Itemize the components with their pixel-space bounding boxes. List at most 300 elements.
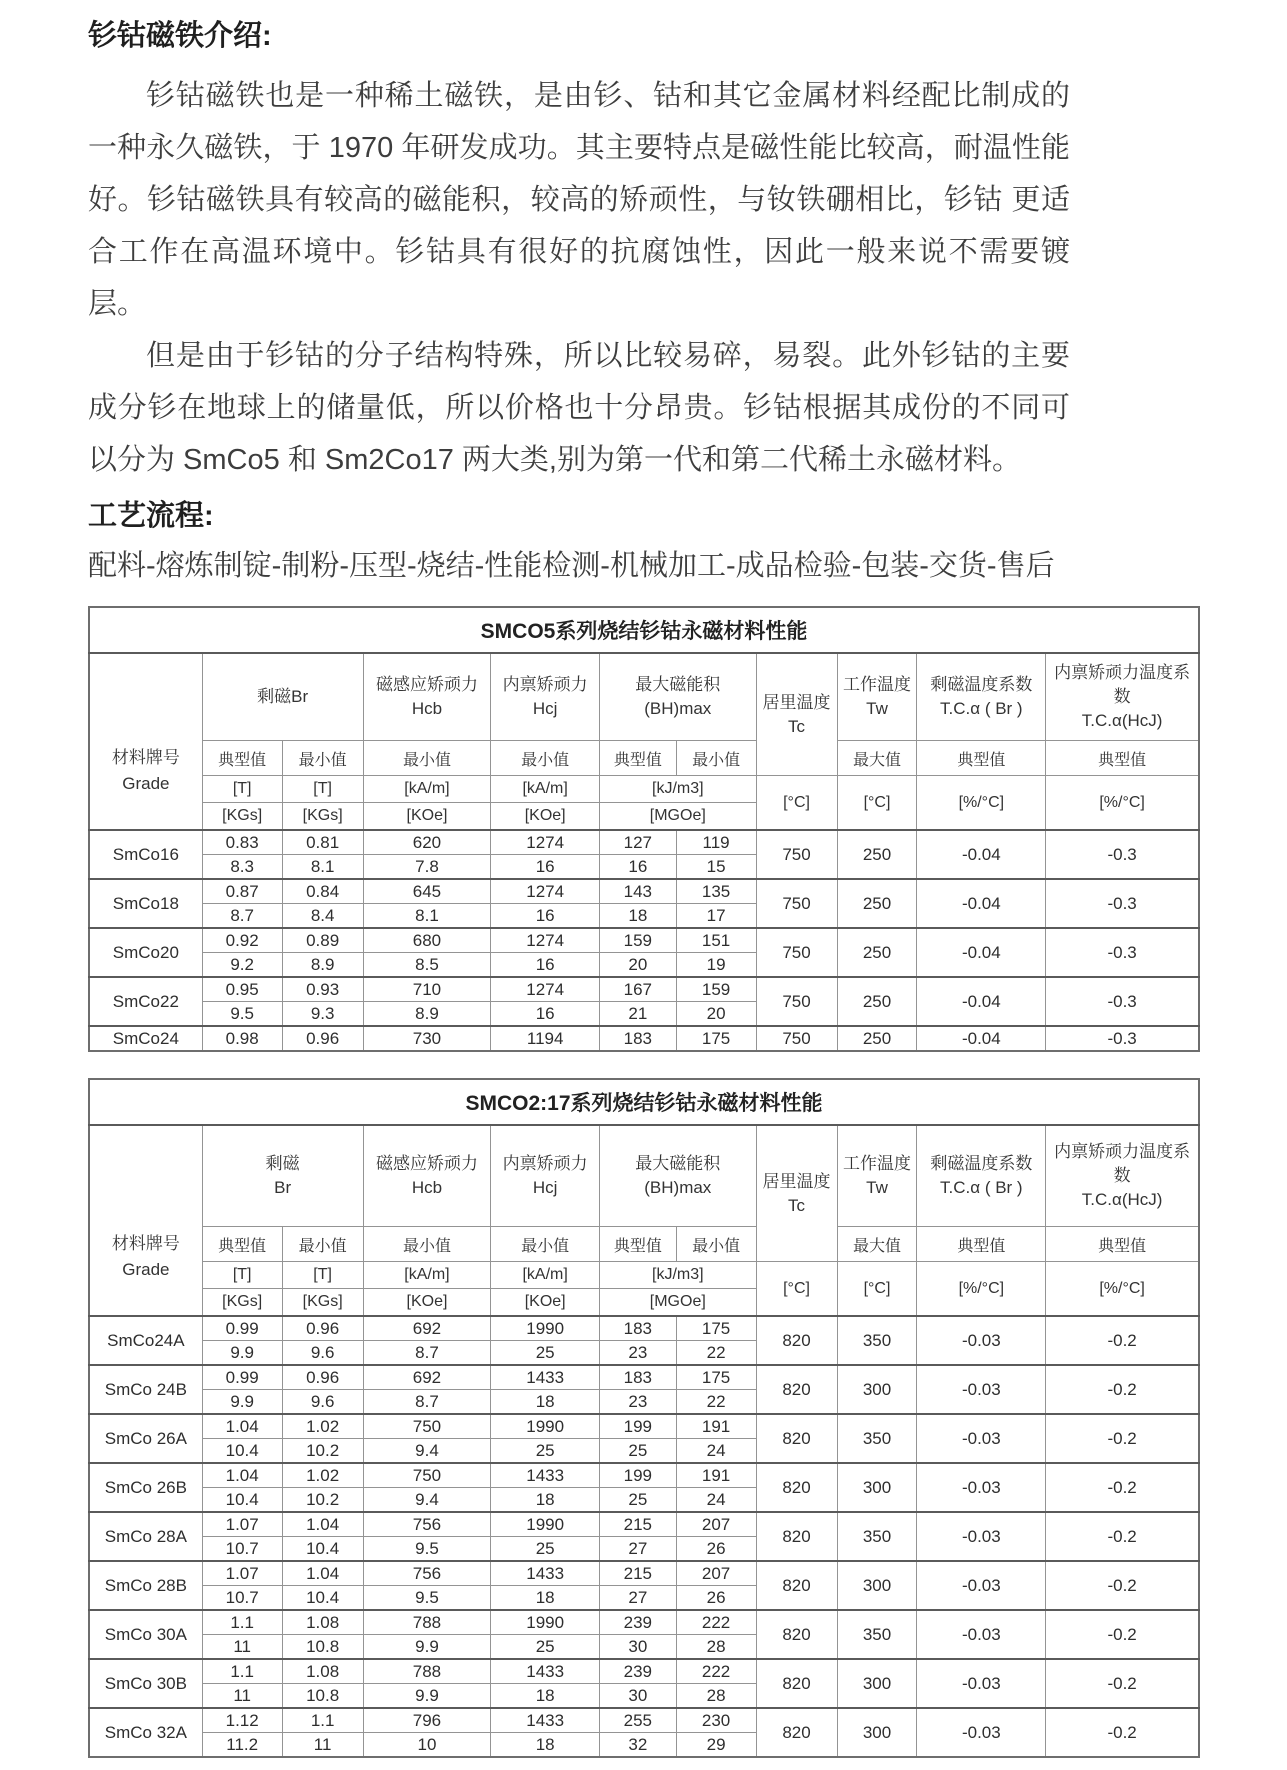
intro-paragraph-1: 钐钴磁铁也是一种稀土磁铁，是由钐、钴和其它金属材料经配比制成的一种永久磁铁，于 1970 年研发成功。其主要特点是磁性能比较高，耐温性能好。钐钴磁铁具有较高的磁能积，较高的矫顽性，与钕铁硼相比，钐钴 更适合工作在高温环境中。钐钴具有很好的抗腐蚀性，因此一般来说不需要镀层。 bbox=[88, 80, 1070, 320]
data-value-cell: -0.3 bbox=[1046, 928, 1199, 977]
data-value-cell: 135 bbox=[676, 879, 756, 904]
data-value-cell: 20 bbox=[600, 953, 677, 978]
data-value-cell: 680 bbox=[363, 928, 491, 953]
data-value-cell: 159 bbox=[676, 977, 756, 1002]
data-value-cell: 25 bbox=[491, 1341, 600, 1366]
data-value-cell: 9.6 bbox=[282, 1341, 363, 1366]
data-value-cell: 10.7 bbox=[202, 1537, 282, 1562]
data-value-cell: 250 bbox=[837, 879, 917, 928]
data-value-cell: 8.5 bbox=[363, 953, 491, 978]
grade-cell: SmCo24 bbox=[89, 1026, 202, 1051]
data-value-cell: 28 bbox=[676, 1635, 756, 1660]
data-value-cell: 10.8 bbox=[282, 1684, 363, 1709]
data-value-cell: -0.2 bbox=[1046, 1512, 1199, 1561]
data-value-cell: 692 bbox=[363, 1365, 491, 1390]
data-value-cell: 207 bbox=[676, 1561, 756, 1586]
data-value-cell: 820 bbox=[756, 1316, 837, 1365]
data-value-cell: 191 bbox=[676, 1414, 756, 1439]
data-value-cell: 300 bbox=[837, 1463, 917, 1512]
data-value-cell: 1274 bbox=[491, 830, 600, 855]
grade-cell: SmCo 26B bbox=[89, 1463, 202, 1512]
data-value-cell: 9.9 bbox=[202, 1341, 282, 1366]
data-value-cell: 788 bbox=[363, 1610, 491, 1635]
data-value-cell: 11.2 bbox=[202, 1733, 282, 1758]
data-value-cell: 0.96 bbox=[282, 1316, 363, 1341]
data-value-cell: 796 bbox=[363, 1708, 491, 1733]
data-value-cell: -0.03 bbox=[917, 1708, 1046, 1757]
data-value-cell: -0.03 bbox=[917, 1316, 1046, 1365]
data-value-cell: 350 bbox=[837, 1610, 917, 1659]
data-value-cell: -0.03 bbox=[917, 1414, 1046, 1463]
data-value-cell: 18 bbox=[491, 1488, 600, 1513]
data-value-cell: 30 bbox=[600, 1635, 677, 1660]
data-value-cell: 645 bbox=[363, 879, 491, 904]
data-value-cell: 692 bbox=[363, 1316, 491, 1341]
data-value-cell: -0.03 bbox=[917, 1610, 1046, 1659]
smco5-table-title: SMCO5系列烧结钐钴永磁材料性能 bbox=[89, 607, 1199, 653]
data-value-cell: 183 bbox=[600, 1316, 677, 1341]
data-value-cell: 1.1 bbox=[282, 1708, 363, 1733]
column-group-header: 最大磁能积 (BH)max bbox=[600, 1125, 756, 1227]
data-value-cell: 750 bbox=[756, 1026, 837, 1051]
unit-cell: [T] bbox=[202, 776, 282, 803]
data-value-cell: 159 bbox=[600, 928, 677, 953]
data-value-cell: 820 bbox=[756, 1414, 837, 1463]
data-value-cell: 820 bbox=[756, 1610, 837, 1659]
data-value-cell: 1.04 bbox=[282, 1512, 363, 1537]
value-type-cell: 典型值 bbox=[600, 1227, 677, 1262]
table-row bbox=[89, 1659, 1199, 1684]
data-value-cell: 756 bbox=[363, 1512, 491, 1537]
data-value-cell: 820 bbox=[756, 1365, 837, 1414]
data-value-cell: -0.3 bbox=[1046, 977, 1199, 1026]
data-value-cell: 26 bbox=[676, 1586, 756, 1611]
data-value-cell: 215 bbox=[600, 1512, 677, 1537]
data-value-cell: 10.2 bbox=[282, 1439, 363, 1464]
data-value-cell: 10 bbox=[363, 1733, 491, 1758]
data-value-cell: 191 bbox=[676, 1463, 756, 1488]
column-group-header: 居里温度 Tc bbox=[756, 653, 837, 776]
grade-cell: SmCo 30A bbox=[89, 1610, 202, 1659]
data-value-cell: 0.99 bbox=[202, 1316, 282, 1341]
unit-cell: [kJ/m3] bbox=[600, 1262, 756, 1289]
data-value-cell: 8.9 bbox=[282, 953, 363, 978]
data-value-cell: 250 bbox=[837, 977, 917, 1026]
data-value-cell: 1990 bbox=[491, 1316, 600, 1341]
data-value-cell: 30 bbox=[600, 1684, 677, 1709]
data-value-cell: 11 bbox=[202, 1684, 282, 1709]
unit-cell: [MGOe] bbox=[600, 1289, 756, 1317]
data-value-cell: 1.1 bbox=[202, 1610, 282, 1635]
table-row bbox=[89, 1512, 1199, 1537]
data-value-cell: 250 bbox=[837, 830, 917, 879]
table-row bbox=[89, 1463, 1199, 1488]
table-row bbox=[89, 1365, 1199, 1390]
data-value-cell: 730 bbox=[363, 1026, 491, 1051]
data-value-cell: 8.7 bbox=[363, 1341, 491, 1366]
data-value-cell: 9.9 bbox=[363, 1635, 491, 1660]
column-group-header: 剩磁温度系数 T.C.α ( Br ) bbox=[917, 1125, 1046, 1227]
data-value-cell: 119 bbox=[676, 830, 756, 855]
data-value-cell: 1274 bbox=[491, 879, 600, 904]
process-heading: 工艺流程: bbox=[88, 500, 214, 532]
data-value-cell: 8.1 bbox=[282, 855, 363, 880]
data-value-cell: 222 bbox=[676, 1659, 756, 1684]
data-value-cell: 1433 bbox=[491, 1463, 600, 1488]
data-value-cell: 620 bbox=[363, 830, 491, 855]
data-value-cell: 1.04 bbox=[202, 1414, 282, 1439]
grade-cell: SmCo18 bbox=[89, 879, 202, 928]
data-value-cell: 750 bbox=[756, 830, 837, 879]
data-value-cell: 1.07 bbox=[202, 1561, 282, 1586]
data-value-cell: 10.4 bbox=[282, 1586, 363, 1611]
table-row bbox=[89, 1414, 1199, 1439]
data-value-cell: 18 bbox=[491, 1684, 600, 1709]
data-value-cell: 16 bbox=[491, 1002, 600, 1027]
data-value-cell: 0.96 bbox=[282, 1026, 363, 1051]
data-value-cell: 0.87 bbox=[202, 879, 282, 904]
unit-cell: [KGs] bbox=[202, 803, 282, 831]
data-value-cell: 127 bbox=[600, 830, 677, 855]
data-value-cell: 9.3 bbox=[282, 1002, 363, 1027]
data-value-cell: -0.2 bbox=[1046, 1365, 1199, 1414]
data-value-cell: 199 bbox=[600, 1463, 677, 1488]
unit-cell: [°C] bbox=[756, 1262, 837, 1317]
data-value-cell: 350 bbox=[837, 1512, 917, 1561]
data-value-cell: 175 bbox=[676, 1365, 756, 1390]
data-value-cell: 1.04 bbox=[202, 1463, 282, 1488]
column-group-header: 剩磁Br bbox=[202, 653, 363, 741]
data-value-cell: 20 bbox=[676, 1002, 756, 1027]
data-value-cell: 183 bbox=[600, 1365, 677, 1390]
data-value-cell: 151 bbox=[676, 928, 756, 953]
data-value-cell: 250 bbox=[837, 1026, 917, 1051]
data-value-cell: 22 bbox=[676, 1341, 756, 1366]
grade-cell: SmCo 32A bbox=[89, 1708, 202, 1757]
data-value-cell: 27 bbox=[600, 1586, 677, 1611]
data-value-cell: 756 bbox=[363, 1561, 491, 1586]
column-group-header: 磁感应矫顽力 Hcb bbox=[363, 1125, 491, 1227]
data-value-cell: -0.2 bbox=[1046, 1316, 1199, 1365]
unit-cell: [°C] bbox=[837, 776, 917, 831]
smco217-table-container bbox=[88, 1078, 1200, 1758]
value-type-cell: 典型值 bbox=[917, 741, 1046, 776]
data-value-cell: 820 bbox=[756, 1561, 837, 1610]
unit-cell: [KOe] bbox=[363, 1289, 491, 1317]
data-value-cell: 300 bbox=[837, 1659, 917, 1708]
value-type-cell: 最小值 bbox=[282, 741, 363, 776]
data-value-cell: 1990 bbox=[491, 1610, 600, 1635]
unit-cell: [KOe] bbox=[363, 803, 491, 831]
data-value-cell: -0.04 bbox=[917, 977, 1046, 1026]
data-value-cell: 7.8 bbox=[363, 855, 491, 880]
data-value-cell: 175 bbox=[676, 1026, 756, 1051]
data-value-cell: 0.83 bbox=[202, 830, 282, 855]
data-value-cell: 16 bbox=[491, 953, 600, 978]
data-value-cell: 10.7 bbox=[202, 1586, 282, 1611]
grade-cell: SmCo24A bbox=[89, 1316, 202, 1365]
data-value-cell: 0.96 bbox=[282, 1365, 363, 1390]
data-value-cell: 167 bbox=[600, 977, 677, 1002]
value-type-cell: 最小值 bbox=[282, 1227, 363, 1262]
data-value-cell: 788 bbox=[363, 1659, 491, 1684]
table-row bbox=[89, 879, 1199, 904]
table-row bbox=[89, 1561, 1199, 1586]
unit-cell: [%/°C] bbox=[1046, 1262, 1199, 1317]
data-value-cell: -0.2 bbox=[1046, 1561, 1199, 1610]
unit-cell: [%/°C] bbox=[917, 1262, 1046, 1317]
data-value-cell: 9.2 bbox=[202, 953, 282, 978]
data-value-cell: 1990 bbox=[491, 1414, 600, 1439]
grade-header-cell: 材料牌号 Grade bbox=[89, 653, 202, 830]
unit-cell: [kA/m] bbox=[363, 776, 491, 803]
unit-cell: [KGs] bbox=[202, 1289, 282, 1317]
column-group-header: 工作温度 Tw bbox=[837, 653, 917, 741]
unit-cell: [%/°C] bbox=[917, 776, 1046, 831]
data-value-cell: 300 bbox=[837, 1365, 917, 1414]
unit-cell: [KGs] bbox=[282, 803, 363, 831]
table-row bbox=[89, 928, 1199, 953]
process-flow-line: 配料-熔炼制锭-制粉-压型-烧结-性能检测-机械加工-成品检验-包装-交货-售后 bbox=[88, 550, 1055, 582]
data-value-cell: 11 bbox=[202, 1635, 282, 1660]
data-value-cell: 239 bbox=[600, 1610, 677, 1635]
smco5-table bbox=[88, 606, 1200, 1052]
table-row bbox=[89, 1026, 1199, 1051]
data-value-cell: 8.1 bbox=[363, 904, 491, 929]
data-value-cell: -0.2 bbox=[1046, 1610, 1199, 1659]
data-value-cell: 300 bbox=[837, 1708, 917, 1757]
data-value-cell: 183 bbox=[600, 1026, 677, 1051]
grade-cell: SmCo 28B bbox=[89, 1561, 202, 1610]
data-value-cell: 8.7 bbox=[202, 904, 282, 929]
data-value-cell: 820 bbox=[756, 1708, 837, 1757]
data-value-cell: 207 bbox=[676, 1512, 756, 1537]
data-value-cell: 23 bbox=[600, 1341, 677, 1366]
data-value-cell: 10.8 bbox=[282, 1635, 363, 1660]
value-type-cell: 典型值 bbox=[917, 1227, 1046, 1262]
column-group-header: 工作温度 Tw bbox=[837, 1125, 917, 1227]
unit-cell: [T] bbox=[282, 776, 363, 803]
value-type-cell: 最大值 bbox=[837, 1227, 917, 1262]
unit-cell: [MGOe] bbox=[600, 803, 756, 831]
unit-cell: [°C] bbox=[837, 1262, 917, 1317]
data-value-cell: -0.2 bbox=[1046, 1708, 1199, 1757]
data-value-cell: 0.95 bbox=[202, 977, 282, 1002]
data-value-cell: 9.5 bbox=[363, 1586, 491, 1611]
data-value-cell: 9.5 bbox=[363, 1537, 491, 1562]
data-value-cell: -0.3 bbox=[1046, 830, 1199, 879]
table-row bbox=[89, 1708, 1199, 1733]
data-value-cell: 1.04 bbox=[282, 1561, 363, 1586]
data-value-cell: 18 bbox=[491, 1390, 600, 1415]
unit-cell: [T] bbox=[282, 1262, 363, 1289]
table-row bbox=[89, 977, 1199, 1002]
data-value-cell: -0.2 bbox=[1046, 1659, 1199, 1708]
data-value-cell: 16 bbox=[491, 904, 600, 929]
unit-cell: [kJ/m3] bbox=[600, 776, 756, 803]
data-value-cell: 29 bbox=[676, 1733, 756, 1758]
data-value-cell: -0.04 bbox=[917, 928, 1046, 977]
data-value-cell: 750 bbox=[756, 879, 837, 928]
data-value-cell: 10.4 bbox=[202, 1488, 282, 1513]
grade-cell: SmCo16 bbox=[89, 830, 202, 879]
value-type-cell: 最大值 bbox=[837, 741, 917, 776]
data-value-cell: 750 bbox=[363, 1414, 491, 1439]
data-value-cell: 255 bbox=[600, 1708, 677, 1733]
data-value-cell: 18 bbox=[600, 904, 677, 929]
data-value-cell: 17 bbox=[676, 904, 756, 929]
data-value-cell: 1433 bbox=[491, 1365, 600, 1390]
table-row bbox=[89, 830, 1199, 855]
grade-cell: SmCo 30B bbox=[89, 1659, 202, 1708]
data-value-cell: 25 bbox=[491, 1537, 600, 1562]
data-value-cell: -0.03 bbox=[917, 1659, 1046, 1708]
table-row bbox=[89, 1316, 1199, 1341]
grade-cell: SmCo 24B bbox=[89, 1365, 202, 1414]
value-type-cell: 最小值 bbox=[491, 741, 600, 776]
data-value-cell: -0.04 bbox=[917, 830, 1046, 879]
data-value-cell: 215 bbox=[600, 1561, 677, 1586]
data-value-cell: 16 bbox=[600, 855, 677, 880]
data-value-cell: 820 bbox=[756, 1463, 837, 1512]
smco217-table bbox=[88, 1078, 1200, 1758]
data-value-cell: 1.12 bbox=[202, 1708, 282, 1733]
data-value-cell: 1.07 bbox=[202, 1512, 282, 1537]
column-group-header: 内禀矫顽力 Hcj bbox=[491, 653, 600, 741]
data-value-cell: 750 bbox=[756, 928, 837, 977]
data-value-cell: 350 bbox=[837, 1414, 917, 1463]
data-value-cell: 22 bbox=[676, 1390, 756, 1415]
unit-cell: [kA/m] bbox=[491, 776, 600, 803]
data-value-cell: -0.04 bbox=[917, 1026, 1046, 1051]
column-group-header: 内禀矫顽力 Hcj bbox=[491, 1125, 600, 1227]
data-value-cell: 21 bbox=[600, 1002, 677, 1027]
data-value-cell: 1194 bbox=[491, 1026, 600, 1051]
unit-cell: [%/°C] bbox=[1046, 776, 1199, 831]
data-value-cell: 1.02 bbox=[282, 1463, 363, 1488]
data-value-cell: 24 bbox=[676, 1488, 756, 1513]
data-value-cell: 350 bbox=[837, 1316, 917, 1365]
data-value-cell: 16 bbox=[491, 855, 600, 880]
data-value-cell: -0.04 bbox=[917, 879, 1046, 928]
smco217-table-title: SMCO2:17系列烧结钐钴永磁材料性能 bbox=[89, 1079, 1199, 1125]
data-value-cell: 1274 bbox=[491, 977, 600, 1002]
data-value-cell: 10.4 bbox=[282, 1537, 363, 1562]
data-value-cell: 1.1 bbox=[202, 1659, 282, 1684]
unit-cell: [kA/m] bbox=[363, 1262, 491, 1289]
grade-cell: SmCo20 bbox=[89, 928, 202, 977]
data-value-cell: -0.03 bbox=[917, 1561, 1046, 1610]
data-value-cell: 0.89 bbox=[282, 928, 363, 953]
data-value-cell: 8.4 bbox=[282, 904, 363, 929]
data-value-cell: 32 bbox=[600, 1733, 677, 1758]
unit-cell: [KGs] bbox=[282, 1289, 363, 1317]
column-group-header: 剩磁温度系数 T.C.α ( Br ) bbox=[917, 653, 1046, 741]
data-value-cell: 1274 bbox=[491, 928, 600, 953]
data-value-cell: 239 bbox=[600, 1659, 677, 1684]
unit-cell: [KOe] bbox=[491, 1289, 600, 1317]
data-value-cell: -0.03 bbox=[917, 1463, 1046, 1512]
unit-cell: [T] bbox=[202, 1262, 282, 1289]
data-value-cell: -0.03 bbox=[917, 1512, 1046, 1561]
data-value-cell: -0.2 bbox=[1046, 1463, 1199, 1512]
value-type-cell: 最小值 bbox=[363, 741, 491, 776]
value-type-cell: 典型值 bbox=[1046, 741, 1199, 776]
value-type-cell: 典型值 bbox=[202, 1227, 282, 1262]
value-type-cell: 最小值 bbox=[491, 1227, 600, 1262]
data-value-cell: 28 bbox=[676, 1684, 756, 1709]
data-value-cell: 27 bbox=[600, 1537, 677, 1562]
column-group-header: 最大磁能积 (BH)max bbox=[600, 653, 756, 741]
data-value-cell: -0.03 bbox=[917, 1365, 1046, 1414]
data-value-cell: 820 bbox=[756, 1512, 837, 1561]
data-value-cell: 250 bbox=[837, 928, 917, 977]
data-value-cell: 750 bbox=[363, 1463, 491, 1488]
data-value-cell: 1433 bbox=[491, 1659, 600, 1684]
column-group-header: 剩磁 Br bbox=[202, 1125, 363, 1227]
unit-cell: [kA/m] bbox=[491, 1262, 600, 1289]
data-value-cell: -0.3 bbox=[1046, 1026, 1199, 1051]
data-value-cell: 199 bbox=[600, 1414, 677, 1439]
data-value-cell: 1433 bbox=[491, 1561, 600, 1586]
data-value-cell: 0.81 bbox=[282, 830, 363, 855]
data-value-cell: -0.2 bbox=[1046, 1414, 1199, 1463]
grade-cell: SmCo 26A bbox=[89, 1414, 202, 1463]
data-value-cell: 15 bbox=[676, 855, 756, 880]
data-value-cell: 1.08 bbox=[282, 1610, 363, 1635]
data-value-cell: 820 bbox=[756, 1659, 837, 1708]
column-group-header: 内禀矫顽力温度系数 T.C.α(HcJ) bbox=[1046, 1125, 1199, 1227]
data-value-cell: 8.3 bbox=[202, 855, 282, 880]
data-value-cell: 9.6 bbox=[282, 1390, 363, 1415]
data-value-cell: 1.02 bbox=[282, 1414, 363, 1439]
data-value-cell: 25 bbox=[491, 1439, 600, 1464]
data-value-cell: 18 bbox=[491, 1733, 600, 1758]
value-type-cell: 最小值 bbox=[676, 1227, 756, 1262]
data-value-cell: 300 bbox=[837, 1561, 917, 1610]
value-type-cell: 典型值 bbox=[1046, 1227, 1199, 1262]
value-type-cell: 最小值 bbox=[363, 1227, 491, 1262]
grade-cell: SmCo22 bbox=[89, 977, 202, 1026]
column-group-header: 内禀矫顽力温度系数 T.C.α(HcJ) bbox=[1046, 653, 1199, 741]
data-value-cell: 19 bbox=[676, 953, 756, 978]
column-group-header: 磁感应矫顽力 Hcb bbox=[363, 653, 491, 741]
data-value-cell: -0.3 bbox=[1046, 879, 1199, 928]
data-value-cell: 175 bbox=[676, 1316, 756, 1341]
data-value-cell: 25 bbox=[600, 1439, 677, 1464]
table-row bbox=[89, 1610, 1199, 1635]
data-value-cell: 23 bbox=[600, 1390, 677, 1415]
data-value-cell: 0.92 bbox=[202, 928, 282, 953]
data-value-cell: 0.99 bbox=[202, 1365, 282, 1390]
data-value-cell: 9.4 bbox=[363, 1488, 491, 1513]
data-value-cell: 25 bbox=[491, 1635, 600, 1660]
value-type-cell: 最小值 bbox=[676, 741, 756, 776]
data-value-cell: 143 bbox=[600, 879, 677, 904]
unit-cell: [°C] bbox=[756, 776, 837, 831]
data-value-cell: 222 bbox=[676, 1610, 756, 1635]
data-value-cell: 1433 bbox=[491, 1708, 600, 1733]
intro-paragraph-2: 但是由于钐钴的分子结构特殊，所以比较易碎，易裂。此外钐钴的主要成分钐在地球上的储量低，所以价格也十分昂贵。钐钴根据其成份的不同可以分为 SmCo5 和 Sm2Co17 两大类,别为第一代和第二代稀土永磁材料。 bbox=[88, 340, 1070, 476]
data-value-cell: 750 bbox=[756, 977, 837, 1026]
data-value-cell: 0.84 bbox=[282, 879, 363, 904]
smco5-table-container bbox=[88, 606, 1200, 1052]
data-value-cell: 25 bbox=[600, 1488, 677, 1513]
data-value-cell: 18 bbox=[491, 1586, 600, 1611]
data-value-cell: 1990 bbox=[491, 1512, 600, 1537]
unit-cell: [KOe] bbox=[491, 803, 600, 831]
data-value-cell: 230 bbox=[676, 1708, 756, 1733]
